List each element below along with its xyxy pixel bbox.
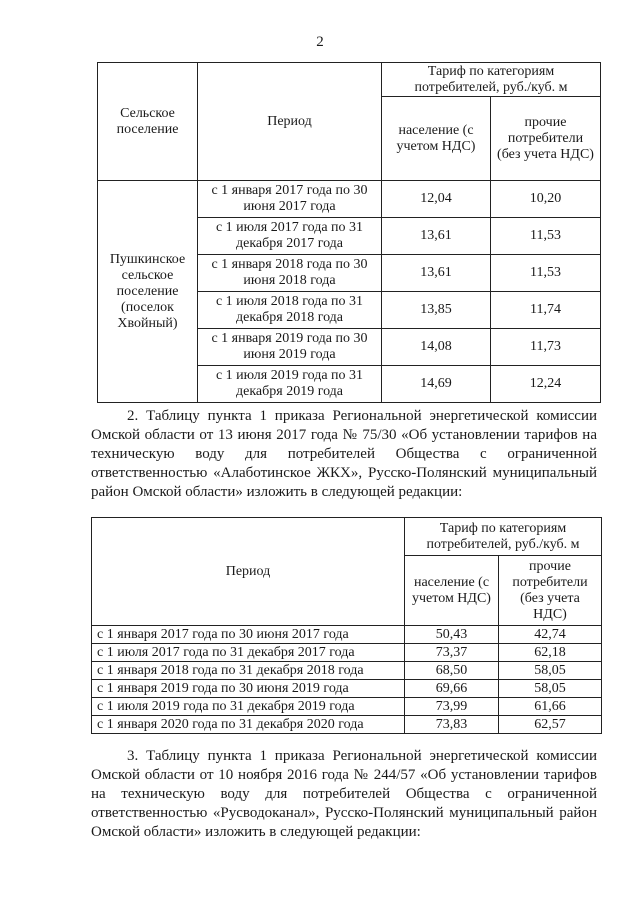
population-tariff: 14,69	[382, 366, 491, 403]
header-others: прочие потребители (без учета НДС)	[491, 97, 601, 181]
table-row	[92, 698, 602, 716]
population-tariff: 12,04	[382, 181, 491, 218]
table-row	[92, 644, 602, 662]
others-tariff: 11,73	[491, 329, 601, 366]
paragraph-line: Омской области» изложить в следующей редакции:	[91, 824, 421, 840]
header-tariff-group: Тариф по категориям потребителей, руб./куб. м	[382, 63, 601, 97]
table-row	[92, 662, 602, 680]
population-tariff: 69,66	[405, 680, 499, 698]
table-row	[92, 680, 602, 698]
population-tariff: 13,85	[382, 292, 491, 329]
period-cell: с 1 января 2018 года по 31 декабря 2018 года	[92, 662, 405, 680]
paragraph-line: ответственностью «Алаботинское ЖКХ», Русско-Полянский муниципальный	[91, 465, 597, 481]
paragraph-line: 2. Таблицу пункта 1 приказа Региональной энергетической комиссии	[127, 408, 597, 424]
paragraph-3	[91, 747, 597, 842]
period-cell: с 1 января 2020 года по 31 декабря 2020 года	[92, 716, 405, 734]
population-tariff: 14,08	[382, 329, 491, 366]
header-others: прочие потребители (без учета НДС)	[499, 556, 602, 626]
period-cell: с 1 июля 2017 года по 31 декабря 2017 года	[92, 644, 405, 662]
others-tariff: 42,74	[499, 626, 602, 644]
others-tariff: 11,53	[491, 255, 601, 292]
page-number: 2	[316, 34, 324, 50]
others-tariff: 11,53	[491, 218, 601, 255]
period-cell: с 1 января 2019 года по 30 июня 2019 года	[92, 680, 405, 698]
period-cell: с 1 января 2017 года по 30 июня 2017 года	[198, 181, 382, 218]
population-tariff: 73,83	[405, 716, 499, 734]
population-tariff: 73,99	[405, 698, 499, 716]
others-tariff: 62,18	[499, 644, 602, 662]
paragraph-line: Омской области от 10 ноября 2016 года № 244/57 «Об установлении тарифов	[91, 767, 597, 783]
period-cell: с 1 июля 2018 года по 31 декабря 2018 года	[198, 292, 382, 329]
header-population: население (с учетом НДС)	[382, 97, 491, 181]
header-period: Период	[92, 518, 405, 626]
paragraph-line: Омской области от 13 июня 2017 года № 75/30 «Об установлении тарифов на	[91, 427, 597, 443]
population-tariff: 13,61	[382, 218, 491, 255]
population-tariff: 68,50	[405, 662, 499, 680]
others-tariff: 11,74	[491, 292, 601, 329]
header-settlement: Сельское поселение	[98, 63, 198, 181]
population-tariff: 50,43	[405, 626, 499, 644]
others-tariff: 58,05	[499, 662, 602, 680]
period-cell: с 1 января 2017 года по 30 июня 2017 года	[92, 626, 405, 644]
period-cell: с 1 июля 2019 года по 31 декабря 2019 года	[198, 366, 382, 403]
header-tariff-group: Тариф по категориям потребителей, руб./куб. м	[405, 518, 602, 556]
paragraph-line: 3. Таблицу пункта 1 приказа Региональной энергетической комиссии	[127, 748, 597, 764]
paragraph-2	[91, 407, 597, 502]
population-tariff: 73,37	[405, 644, 499, 662]
others-tariff: 12,24	[491, 366, 601, 403]
header-population: население (с учетом НДС)	[405, 556, 499, 626]
paragraph-line: на техническую воду для потребителей Общества с ограниченной	[91, 786, 597, 802]
header-period: Период	[198, 63, 382, 181]
others-tariff: 58,05	[499, 680, 602, 698]
paragraph-line: район Омской области» изложить в следующей редакции:	[91, 484, 463, 500]
period-cell: с 1 января 2018 года по 30 июня 2018 года	[198, 255, 382, 292]
settlement-name: Пушкинское сельское поселение (поселок Хвойный)	[98, 181, 198, 403]
others-tariff: 62,57	[499, 716, 602, 734]
period-cell: с 1 июля 2019 года по 31 декабря 2019 года	[92, 698, 405, 716]
paragraph-line: техническую воду для потребителей Общества с ограниченной	[91, 446, 597, 462]
period-cell: с 1 июля 2017 года по 31 декабря 2017 года	[198, 218, 382, 255]
table-row	[92, 716, 602, 734]
population-tariff: 13,61	[382, 255, 491, 292]
tariff-table-pushkinskoe	[97, 62, 601, 403]
others-tariff: 61,66	[499, 698, 602, 716]
period-cell: с 1 января 2019 года по 30 июня 2019 года	[198, 329, 382, 366]
others-tariff: 10,20	[491, 181, 601, 218]
table-row	[92, 626, 602, 644]
paragraph-line: ответственностью «Русводоканал», Русско-Полянский муниципальный район	[91, 805, 597, 821]
tariff-table-alabotinskoe	[91, 517, 602, 734]
table-row	[98, 181, 601, 218]
